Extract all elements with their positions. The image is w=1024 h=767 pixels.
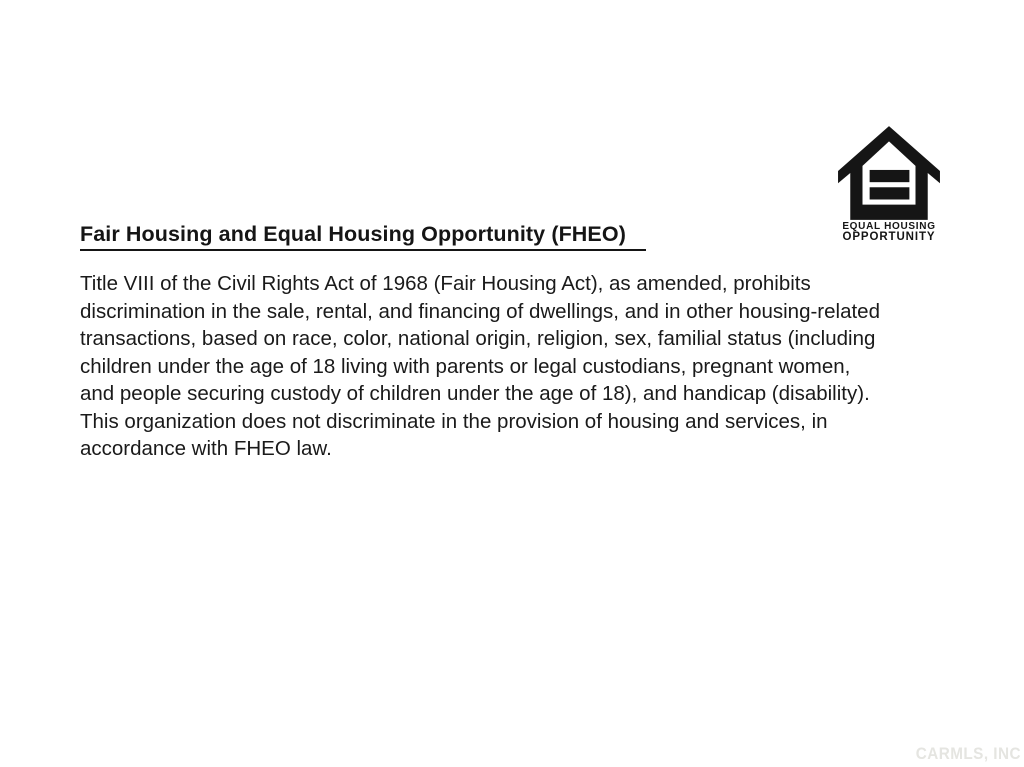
paragraph-line: This organization does not discriminate in the provision of housing and services, in <box>80 409 828 433</box>
mls-watermark: CARMLS, INC <box>915 744 1021 763</box>
equal-housing-caption-line1: EQUAL HOUSING <box>842 221 936 232</box>
paragraph-line: Title VIII of the Civil Rights Act of 1968 (Fair Housing Act), as amended, prohibits <box>80 272 811 295</box>
page-title: Fair Housing and Equal Housing Opportunity (FHEO) <box>80 222 646 251</box>
paragraph-line: children under the age of 18 living with parents or legal custodians, pregnant women, <box>80 354 851 378</box>
fheo-paragraph <box>80 270 880 463</box>
paragraph-line: discrimination in the sale, rental, and financing of dwellings, and in other housing-related <box>80 299 880 323</box>
equal-housing-house-icon <box>836 126 942 220</box>
equal-housing-opportunity-logo <box>836 126 942 243</box>
paragraph-line: transactions, based on race, color, national origin, religion, sex, familial status (including <box>80 327 876 350</box>
equal-housing-caption-line2: OPPORTUNITY <box>842 231 936 243</box>
paragraph-line: accordance with FHEO law. <box>80 437 332 460</box>
paragraph-line: and people securing custody of children under the age of 18), and handicap (disability). <box>80 382 870 405</box>
